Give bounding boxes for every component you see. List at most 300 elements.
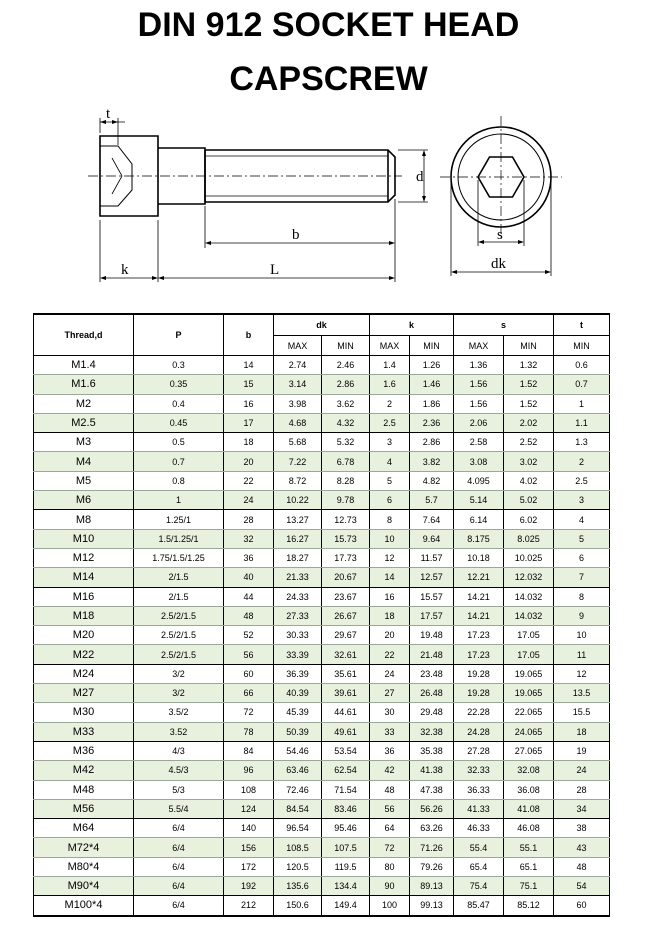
cell-s-max: 1.56 <box>454 394 504 413</box>
cell-dk-max: 24.33 <box>274 587 322 606</box>
page-title-line-1: DIN 912 SOCKET HEAD <box>137 6 520 44</box>
cell-s-max: 6.14 <box>454 510 504 529</box>
header-b: b <box>224 314 274 356</box>
cell-dk-max: 13.27 <box>274 510 322 529</box>
cell-dk-max: 4.68 <box>274 413 322 432</box>
cell-b: 140 <box>224 819 274 838</box>
table-row <box>34 471 610 490</box>
cell-s-min: 19.065 <box>504 664 554 683</box>
header-dk: dk <box>274 314 370 336</box>
cell-p: 6/4 <box>134 819 224 838</box>
cell-s-min: 85.12 <box>504 896 554 916</box>
cell-s-min: 12.032 <box>504 568 554 587</box>
cell-s-max: 1.56 <box>454 375 504 394</box>
cell-k-max: 8 <box>370 510 410 529</box>
cell-dk-max: 45.39 <box>274 703 322 722</box>
cell-s-min: 10.025 <box>504 548 554 567</box>
cell-s-max: 14.21 <box>454 587 504 606</box>
cell-thread: M42 <box>34 761 134 780</box>
cell-k-min: 3.82 <box>410 452 454 471</box>
header-dk-min: MIN <box>322 336 370 356</box>
cell-dk-max: 120.5 <box>274 857 322 876</box>
cell-dk-min: 2.46 <box>322 356 370 375</box>
cell-p: 6/4 <box>134 857 224 876</box>
cell-dk-max: 3.98 <box>274 394 322 413</box>
cell-k-min: 35.38 <box>410 741 454 760</box>
cell-dk-min: 9.78 <box>322 491 370 510</box>
cell-k-max: 2 <box>370 394 410 413</box>
capscrew-technical-drawing <box>0 0 657 300</box>
label-d: d <box>416 169 424 185</box>
cell-b: 172 <box>224 857 274 876</box>
cell-p: 3/2 <box>134 664 224 683</box>
cell-k-max: 10 <box>370 529 410 548</box>
cell-b: 212 <box>224 896 274 916</box>
cell-s-min: 1.52 <box>504 394 554 413</box>
cell-p: 0.8 <box>134 471 224 490</box>
cell-s-max: 19.28 <box>454 684 504 703</box>
cell-p: 4/3 <box>134 741 224 760</box>
cell-dk-max: 7.22 <box>274 452 322 471</box>
cell-s-min: 5.02 <box>504 491 554 510</box>
cell-thread: M5 <box>34 471 134 490</box>
cell-dk-max: 33.39 <box>274 645 322 664</box>
cell-thread: M4 <box>34 452 134 471</box>
cell-p: 6/4 <box>134 877 224 896</box>
cell-b: 78 <box>224 722 274 741</box>
table-row <box>34 356 610 375</box>
cell-k-max: 16 <box>370 587 410 606</box>
cell-dk-min: 5.32 <box>322 433 370 452</box>
cell-dk-min: 29.67 <box>322 626 370 645</box>
cell-b: 40 <box>224 568 274 587</box>
cell-k-min: 19.48 <box>410 626 454 645</box>
cell-p: 2.5/2/1.5 <box>134 606 224 625</box>
cell-thread: M80*4 <box>34 857 134 876</box>
cell-b: 20 <box>224 452 274 471</box>
cell-t-min: 6 <box>554 548 610 567</box>
cell-thread: M27 <box>34 684 134 703</box>
header-t-min: MIN <box>554 336 610 356</box>
cell-dk-min: 134.4 <box>322 877 370 896</box>
cell-k-min: 56.26 <box>410 799 454 818</box>
cell-b: 124 <box>224 799 274 818</box>
header-s-min: MIN <box>504 336 554 356</box>
cell-k-min: 2.86 <box>410 433 454 452</box>
cell-dk-max: 27.33 <box>274 606 322 625</box>
table-row <box>34 838 610 857</box>
cell-dk-min: 149.4 <box>322 896 370 916</box>
cell-thread: M3 <box>34 433 134 452</box>
cell-dk-max: 16.27 <box>274 529 322 548</box>
page-title-line-2: CAPSCREW <box>229 60 428 98</box>
table-row <box>34 722 610 741</box>
cell-t-min: 54 <box>554 877 610 896</box>
cell-k-min: 71.26 <box>410 838 454 857</box>
cell-thread: M10 <box>34 529 134 548</box>
cell-k-min: 21.48 <box>410 645 454 664</box>
table-row <box>34 413 610 432</box>
cell-dk-min: 35.61 <box>322 664 370 683</box>
cell-s-min: 32.08 <box>504 761 554 780</box>
cell-s-max: 4.095 <box>454 471 504 490</box>
cell-t-min: 13.5 <box>554 684 610 703</box>
cell-thread: M8 <box>34 510 134 529</box>
cell-dk-max: 5.68 <box>274 433 322 452</box>
cell-b: 16 <box>224 394 274 413</box>
cell-dk-min: 4.32 <box>322 413 370 432</box>
cell-p: 3.5/2 <box>134 703 224 722</box>
cell-t-min: 12 <box>554 664 610 683</box>
label-L: L <box>270 262 280 278</box>
cell-p: 3.52 <box>134 722 224 741</box>
cell-p: 0.4 <box>134 394 224 413</box>
cell-p: 4.5/3 <box>134 761 224 780</box>
cell-thread: M64 <box>34 819 134 838</box>
header-t: t <box>554 314 610 336</box>
cell-s-min: 8.025 <box>504 529 554 548</box>
cell-thread: M2 <box>34 394 134 413</box>
cell-s-max: 75.4 <box>454 877 504 896</box>
cell-dk-min: 71.54 <box>322 780 370 799</box>
cell-dk-max: 84.54 <box>274 799 322 818</box>
cell-k-max: 30 <box>370 703 410 722</box>
cell-p: 2/1.5 <box>134 587 224 606</box>
table-row <box>34 587 610 606</box>
cell-dk-max: 30.33 <box>274 626 322 645</box>
cell-p: 0.35 <box>134 375 224 394</box>
cell-b: 22 <box>224 471 274 490</box>
cell-k-min: 11.57 <box>410 548 454 567</box>
cell-s-min: 14.032 <box>504 587 554 606</box>
table-row <box>34 877 610 896</box>
table-row <box>34 394 610 413</box>
cell-thread: M100*4 <box>34 896 134 916</box>
cell-b: 96 <box>224 761 274 780</box>
cell-k-min: 89.13 <box>410 877 454 896</box>
cell-s-min: 1.52 <box>504 375 554 394</box>
cell-k-max: 56 <box>370 799 410 818</box>
cell-s-max: 24.28 <box>454 722 504 741</box>
cell-b: 56 <box>224 645 274 664</box>
cell-k-max: 20 <box>370 626 410 645</box>
cell-t-min: 38 <box>554 819 610 838</box>
cell-b: 48 <box>224 606 274 625</box>
cell-thread: M14 <box>34 568 134 587</box>
cell-k-min: 47.38 <box>410 780 454 799</box>
cell-thread: M56 <box>34 799 134 818</box>
cell-dk-max: 3.14 <box>274 375 322 394</box>
cell-s-max: 17.23 <box>454 645 504 664</box>
cell-k-max: 72 <box>370 838 410 857</box>
cell-k-max: 36 <box>370 741 410 760</box>
header-s: s <box>454 314 554 336</box>
label-dk: dk <box>491 256 506 272</box>
cell-dk-min: 62.54 <box>322 761 370 780</box>
table-row <box>34 761 610 780</box>
cell-b: 44 <box>224 587 274 606</box>
cell-k-min: 32.38 <box>410 722 454 741</box>
cell-dk-max: 72.46 <box>274 780 322 799</box>
cell-s-max: 3.08 <box>454 452 504 471</box>
cell-p: 0.7 <box>134 452 224 471</box>
cell-b: 18 <box>224 433 274 452</box>
cell-s-min: 2.52 <box>504 433 554 452</box>
cell-t-min: 60 <box>554 896 610 916</box>
cell-dk-min: 83.46 <box>322 799 370 818</box>
header-s-max: MAX <box>454 336 504 356</box>
cell-dk-min: 20.67 <box>322 568 370 587</box>
table-row <box>34 819 610 838</box>
cell-dk-min: 17.73 <box>322 548 370 567</box>
cell-s-min: 6.02 <box>504 510 554 529</box>
cell-b: 60 <box>224 664 274 683</box>
cell-s-min: 19.065 <box>504 684 554 703</box>
cell-p: 0.45 <box>134 413 224 432</box>
cell-t-min: 15.5 <box>554 703 610 722</box>
cell-t-min: 8 <box>554 587 610 606</box>
cell-k-min: 63.26 <box>410 819 454 838</box>
cell-dk-min: 8.28 <box>322 471 370 490</box>
cell-p: 5/3 <box>134 780 224 799</box>
table-row <box>34 645 610 664</box>
cell-s-max: 32.33 <box>454 761 504 780</box>
cell-k-max: 100 <box>370 896 410 916</box>
header-k: k <box>370 314 454 336</box>
cell-p: 1.5/1.25/1 <box>134 529 224 548</box>
cell-s-max: 10.18 <box>454 548 504 567</box>
cell-k-min: 7.64 <box>410 510 454 529</box>
cell-k-max: 4 <box>370 452 410 471</box>
cell-k-min: 4.82 <box>410 471 454 490</box>
cell-s-min: 14.032 <box>504 606 554 625</box>
cell-k-max: 33 <box>370 722 410 741</box>
cell-s-min: 22.065 <box>504 703 554 722</box>
cell-k-min: 26.48 <box>410 684 454 703</box>
cell-s-min: 1.32 <box>504 356 554 375</box>
cell-s-min: 27.065 <box>504 741 554 760</box>
cell-t-min: 9 <box>554 606 610 625</box>
table-row <box>34 703 610 722</box>
cell-dk-max: 8.72 <box>274 471 322 490</box>
cell-dk-min: 2.86 <box>322 375 370 394</box>
cell-k-max: 90 <box>370 877 410 896</box>
table-row <box>34 375 610 394</box>
label-b: b <box>292 227 300 243</box>
header-thread: Thread,d <box>34 314 134 356</box>
cell-dk-min: 15.73 <box>322 529 370 548</box>
cell-dk-min: 95.46 <box>322 819 370 838</box>
cell-b: 192 <box>224 877 274 896</box>
cell-dk-min: 119.5 <box>322 857 370 876</box>
cell-thread: M12 <box>34 548 134 567</box>
cell-p: 6/4 <box>134 896 224 916</box>
cell-thread: M1.4 <box>34 356 134 375</box>
cell-dk-min: 32.61 <box>322 645 370 664</box>
cell-dk-max: 96.54 <box>274 819 322 838</box>
cell-dk-max: 2.74 <box>274 356 322 375</box>
cell-s-max: 41.33 <box>454 799 504 818</box>
cell-s-max: 14.21 <box>454 606 504 625</box>
cell-thread: M1.6 <box>34 375 134 394</box>
table-row <box>34 548 610 567</box>
table-row <box>34 857 610 876</box>
cell-dk-max: 21.33 <box>274 568 322 587</box>
cell-s-max: 36.33 <box>454 780 504 799</box>
cell-dk-min: 6.78 <box>322 452 370 471</box>
cell-k-max: 48 <box>370 780 410 799</box>
cell-s-min: 36.08 <box>504 780 554 799</box>
cell-t-min: 0.6 <box>554 356 610 375</box>
cell-k-min: 5.7 <box>410 491 454 510</box>
cell-k-min: 1.26 <box>410 356 454 375</box>
cell-k-min: 12.57 <box>410 568 454 587</box>
cell-b: 72 <box>224 703 274 722</box>
cell-k-max: 18 <box>370 606 410 625</box>
cell-k-max: 24 <box>370 664 410 683</box>
cell-t-min: 5 <box>554 529 610 548</box>
cell-s-min: 4.02 <box>504 471 554 490</box>
cell-dk-max: 36.39 <box>274 664 322 683</box>
cell-s-min: 41.08 <box>504 799 554 818</box>
cell-k-max: 42 <box>370 761 410 780</box>
cell-k-max: 80 <box>370 857 410 876</box>
table-row <box>34 529 610 548</box>
cell-t-min: 24 <box>554 761 610 780</box>
table-row <box>34 684 610 703</box>
cell-thread: M36 <box>34 741 134 760</box>
cell-dk-max: 54.46 <box>274 741 322 760</box>
cell-t-min: 28 <box>554 780 610 799</box>
table-row <box>34 491 610 510</box>
cell-t-min: 10 <box>554 626 610 645</box>
cell-b: 84 <box>224 741 274 760</box>
cell-p: 2.5/2/1.5 <box>134 645 224 664</box>
cell-t-min: 3 <box>554 491 610 510</box>
table-row <box>34 896 610 916</box>
cell-s-min: 17.05 <box>504 645 554 664</box>
cell-b: 17 <box>224 413 274 432</box>
cell-k-max: 22 <box>370 645 410 664</box>
cell-k-max: 5 <box>370 471 410 490</box>
cell-b: 108 <box>224 780 274 799</box>
table-row <box>34 568 610 587</box>
cell-s-max: 22.28 <box>454 703 504 722</box>
cell-s-min: 46.08 <box>504 819 554 838</box>
cell-t-min: 1.1 <box>554 413 610 432</box>
cell-t-min: 2.5 <box>554 471 610 490</box>
cell-s-min: 3.02 <box>504 452 554 471</box>
cell-s-min: 2.02 <box>504 413 554 432</box>
cell-k-min: 23.48 <box>410 664 454 683</box>
cell-dk-min: 39.61 <box>322 684 370 703</box>
cell-thread: M24 <box>34 664 134 683</box>
cell-dk-max: 10.22 <box>274 491 322 510</box>
label-s: s <box>497 227 503 243</box>
cell-k-max: 1.4 <box>370 356 410 375</box>
cell-t-min: 43 <box>554 838 610 857</box>
header-k-max: MAX <box>370 336 410 356</box>
header-dk-max: MAX <box>274 336 322 356</box>
table-row <box>34 452 610 471</box>
cell-dk-min: 23.67 <box>322 587 370 606</box>
cell-t-min: 7 <box>554 568 610 587</box>
cell-k-max: 1.6 <box>370 375 410 394</box>
cell-thread: M33 <box>34 722 134 741</box>
cell-s-max: 27.28 <box>454 741 504 760</box>
table-row <box>34 664 610 683</box>
cell-thread: M90*4 <box>34 877 134 896</box>
cell-b: 66 <box>224 684 274 703</box>
cell-p: 1.75/1.5/1.25 <box>134 548 224 567</box>
cell-dk-max: 40.39 <box>274 684 322 703</box>
cell-s-min: 17.05 <box>504 626 554 645</box>
cell-dk-min: 49.61 <box>322 722 370 741</box>
cell-b: 36 <box>224 548 274 567</box>
cell-dk-max: 135.6 <box>274 877 322 896</box>
cell-k-max: 2.5 <box>370 413 410 432</box>
cell-s-min: 24.065 <box>504 722 554 741</box>
cell-k-min: 9.64 <box>410 529 454 548</box>
cell-k-min: 2.36 <box>410 413 454 432</box>
cell-k-min: 1.86 <box>410 394 454 413</box>
cell-t-min: 1.3 <box>554 433 610 452</box>
cell-t-min: 0.7 <box>554 375 610 394</box>
label-t: t <box>106 106 111 122</box>
cell-thread: M16 <box>34 587 134 606</box>
table-row <box>34 606 610 625</box>
cell-b: 52 <box>224 626 274 645</box>
cell-s-max: 55.4 <box>454 838 504 857</box>
cell-s-max: 19.28 <box>454 664 504 683</box>
table-row <box>34 780 610 799</box>
table-row <box>34 626 610 645</box>
cell-dk-min: 3.62 <box>322 394 370 413</box>
cell-s-max: 1.36 <box>454 356 504 375</box>
cell-b: 15 <box>224 375 274 394</box>
cell-t-min: 18 <box>554 722 610 741</box>
cell-p: 5.5/4 <box>134 799 224 818</box>
cell-thread: M6 <box>34 491 134 510</box>
cell-k-min: 1.46 <box>410 375 454 394</box>
cell-t-min: 34 <box>554 799 610 818</box>
cell-p: 2.5/2/1.5 <box>134 626 224 645</box>
cell-s-min: 75.1 <box>504 877 554 896</box>
header-k-min: MIN <box>410 336 454 356</box>
cell-dk-max: 150.6 <box>274 896 322 916</box>
cell-s-max: 17.23 <box>454 626 504 645</box>
cell-t-min: 19 <box>554 741 610 760</box>
cell-s-max: 8.175 <box>454 529 504 548</box>
cell-t-min: 48 <box>554 857 610 876</box>
cell-thread: M72*4 <box>34 838 134 857</box>
cell-thread: M18 <box>34 606 134 625</box>
cell-p: 1 <box>134 491 224 510</box>
cell-s-max: 85.47 <box>454 896 504 916</box>
cell-p: 6/4 <box>134 838 224 857</box>
cell-thread: M30 <box>34 703 134 722</box>
cell-k-min: 79.26 <box>410 857 454 876</box>
cell-p: 0.3 <box>134 356 224 375</box>
cell-b: 32 <box>224 529 274 548</box>
cell-thread: M20 <box>34 626 134 645</box>
cell-k-max: 12 <box>370 548 410 567</box>
cell-thread: M2.5 <box>34 413 134 432</box>
cell-t-min: 11 <box>554 645 610 664</box>
cell-thread: M48 <box>34 780 134 799</box>
dimension-table <box>33 313 610 917</box>
table-body <box>34 356 610 916</box>
